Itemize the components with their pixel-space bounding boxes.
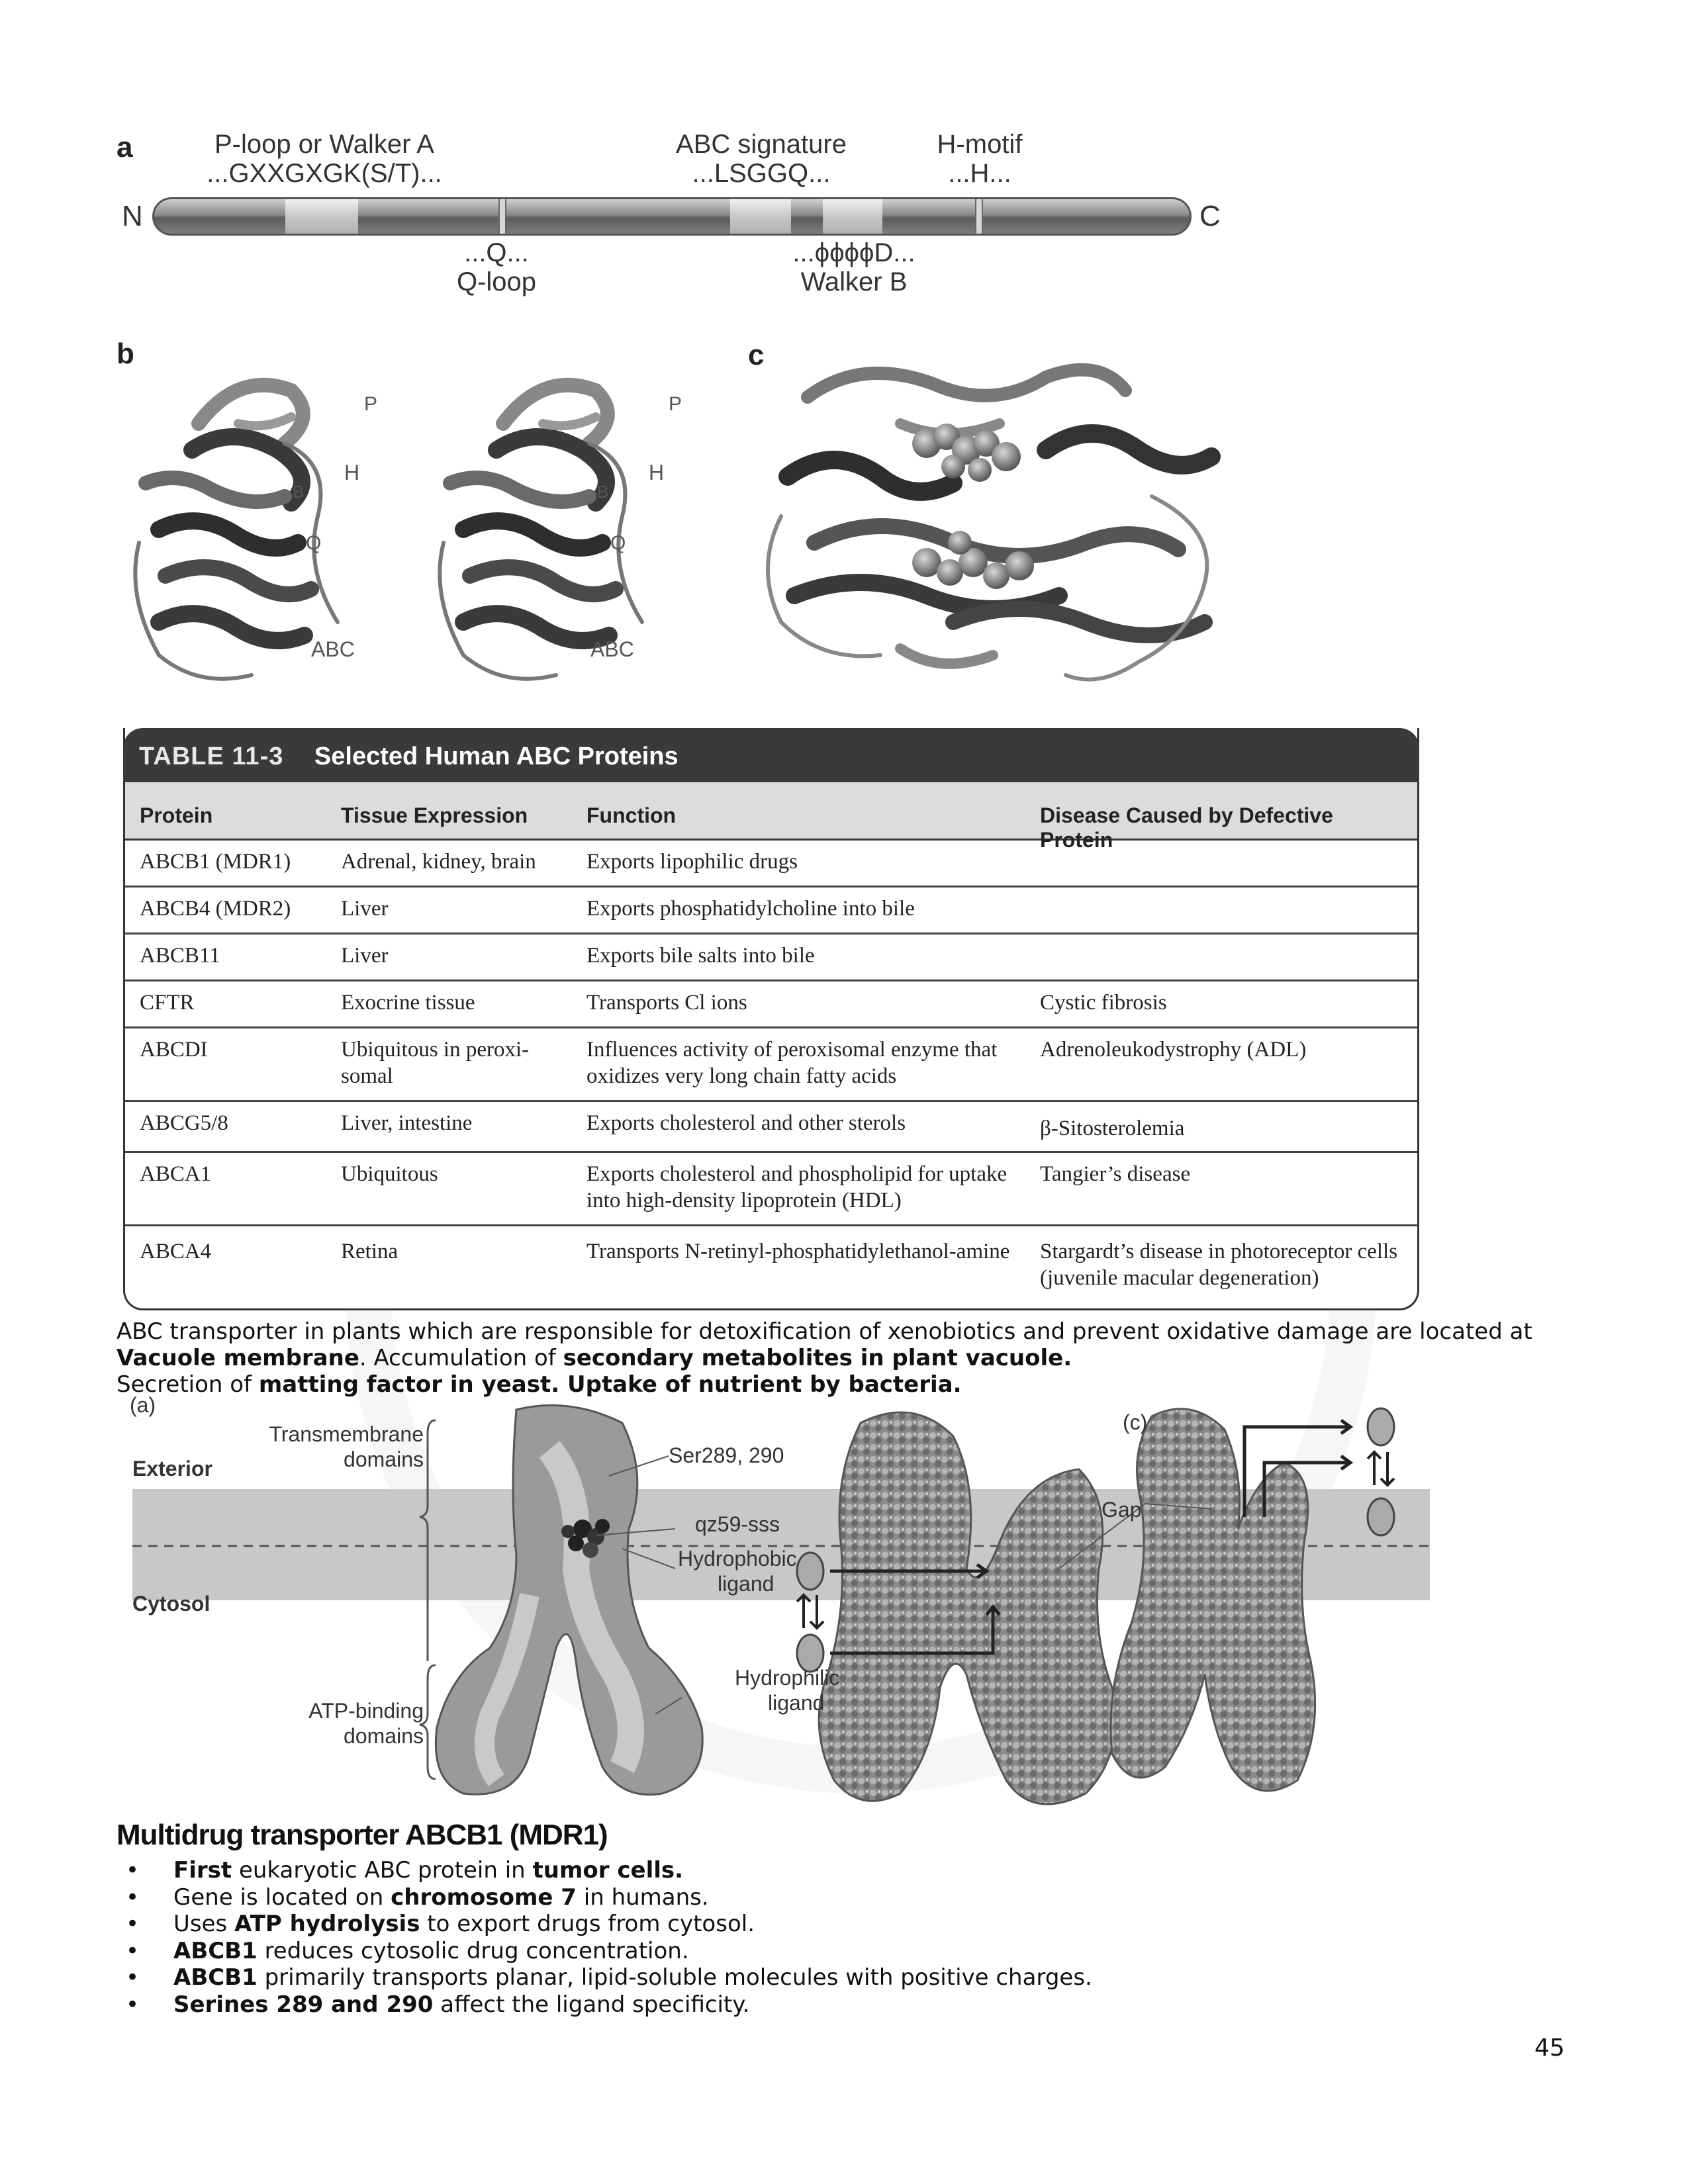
cell-tissue: Liver <box>341 944 389 968</box>
cell-protein: ABCDI <box>140 1038 208 1062</box>
gap-label: Gap <box>1102 1498 1142 1522</box>
table-row <box>125 887 1417 934</box>
abc-domain-bar <box>152 197 1192 236</box>
cell-disease: Tangier’s disease <box>1040 1162 1191 1186</box>
panel-c-label: c <box>748 339 765 371</box>
bullet-dot: • <box>126 1857 140 1884</box>
abc-nbd-dimer-structure <box>768 370 1211 680</box>
cell-function: Exports lipophilic drugs <box>586 850 798 874</box>
cell-disease: Stargardt’s disease in photoreceptor cells (juvenile macular degeneration) <box>1040 1240 1398 1290</box>
table-row <box>125 1028 1417 1102</box>
section-heading: Multidrug transporter ABCB1 (MDR1) <box>117 1819 608 1851</box>
cell-protein: ABCB11 <box>140 944 220 968</box>
cell-function: Transports N-retinyl-phosphatidylethanol-amine <box>586 1240 1010 1263</box>
label-q-right: Q <box>610 532 626 554</box>
cell-disease: β-Sitosterolemia <box>1040 1116 1185 1140</box>
para-bold-3: matting factor in yeast. Uptake of nutrient by bacteria. <box>258 1371 962 1398</box>
label-p-right: P <box>669 393 682 415</box>
cell-tissue: Ubiquitous <box>341 1162 438 1186</box>
cell-protein: ABCB1 (MDR1) <box>140 850 291 874</box>
cell-function: Transports Cl ions <box>586 991 747 1015</box>
cell-protein: ABCG5/8 <box>140 1111 228 1135</box>
cell-function: Exports phosphatidylcholine into bile <box>586 897 915 921</box>
mdr1-surface-closed <box>1111 1409 1315 1791</box>
para-text-1: ABC transporter in plants which are responsible for detoxification of xenobiotics and prevent oxidative damage are located at <box>117 1318 1532 1345</box>
bullet-dot: • <box>126 1937 140 1964</box>
col-header-disease: Disease Caused by Defective Protein <box>1040 803 1333 852</box>
table-row <box>125 1153 1417 1226</box>
panel-a-label: a <box>117 131 133 163</box>
h-motif-label: H-motif ...H... <box>937 130 1023 188</box>
label-h-right: H <box>649 461 665 484</box>
bound-ligand-oval <box>1368 1498 1394 1535</box>
walker-b-segment <box>823 199 882 234</box>
para-text-2: . Accumulation of <box>359 1345 563 1371</box>
plant-abc-paragraph <box>117 1318 1586 1398</box>
cell-disease: Cystic fibrosis <box>1040 991 1167 1015</box>
c-terminus-label: C <box>1199 200 1221 232</box>
release-exchange-arrows <box>1368 1452 1394 1485</box>
lower-panel-a-label: (a) <box>130 1393 156 1417</box>
table-header-row <box>125 782 1417 852</box>
released-ligand-oval <box>1368 1408 1394 1445</box>
label-p-left: P <box>364 393 378 415</box>
table-row <box>125 1102 1417 1153</box>
cell-protein: CFTR <box>140 991 195 1015</box>
table-row <box>125 841 1417 887</box>
table-row <box>125 1226 1417 1299</box>
label-q-left: Q <box>306 532 322 554</box>
cell-protein: ABCA4 <box>140 1240 212 1263</box>
label-b-left: B <box>293 482 305 502</box>
cell-tissue: Liver, intestine <box>341 1111 473 1135</box>
bullet-dot: • <box>126 1964 140 1991</box>
label-h-left: H <box>344 461 360 484</box>
abc-signature-segment <box>730 199 791 234</box>
atp-spheres <box>912 424 1034 589</box>
cell-tissue: Adrenal, kidney, brain <box>341 850 536 874</box>
mdr1-bullet-list <box>117 1857 1092 2018</box>
q-loop-label: ...Q... Q-loop <box>456 238 537 296</box>
list-item: • Gene is located on chromosome 7 in humans. <box>126 1884 709 1911</box>
ser289-290-label: Ser289, 290 <box>669 1443 784 1467</box>
walker-b-label: ...ϕϕϕϕD... Walker B <box>792 238 915 296</box>
cell-disease: Adrenoleukodystrophy (ADL) <box>1040 1038 1307 1062</box>
h-motif-tick <box>975 199 983 234</box>
table-row <box>125 981 1417 1028</box>
col-header-tissue: Tissue Expression <box>341 803 528 827</box>
walker-a-segment <box>285 199 358 234</box>
col-header-function: Function <box>586 803 677 827</box>
table-title-bar <box>123 728 1419 782</box>
cell-function: Exports cholesterol and phospholipid for uptake into high-density lipoprotein (HDL) <box>586 1162 1008 1212</box>
cell-protein: ABCA1 <box>140 1162 212 1186</box>
list-item: • Uses ATP hydrolysis to export drugs from cytosol. <box>126 1911 755 1937</box>
para-bold-1: Vacuole membrane <box>117 1345 359 1371</box>
exterior-label: Exterior <box>132 1457 212 1480</box>
label-b-right: B <box>597 482 609 502</box>
cell-tissue: Retina <box>341 1240 399 1263</box>
cell-tissue: Exocrine tissue <box>341 991 475 1015</box>
lower-panel-c-label: (c) <box>1123 1410 1148 1434</box>
list-item: • ABCB1 primarily transports planar, lipid-soluble molecules with positive charges. <box>126 1964 1092 1991</box>
bullet-dot: • <box>126 1911 140 1937</box>
para-bold-2: secondary metabolites in plant vacuole. <box>563 1345 1072 1371</box>
cell-function: Exports cholesterol and other sterols <box>586 1111 906 1135</box>
page-number: 45 <box>1534 2034 1565 2062</box>
abc-signature-label: ABC signature ...LSGGQ... <box>676 130 847 188</box>
cell-function: Exports bile salts into bile <box>586 944 815 968</box>
list-item: • First eukaryotic ABC protein in tumor cells. <box>126 1857 684 1884</box>
cell-tissue: Liver <box>341 897 389 921</box>
table-title: Selected Human ABC Proteins <box>314 743 679 770</box>
atp-binding-domains-label: ATP-binding domains <box>308 1699 424 1748</box>
cell-tissue: Ubiquitous in peroxi-somal <box>341 1038 530 1088</box>
hydrophobic-ligand-label: Hydrophobic ligand <box>678 1547 797 1596</box>
qz59-sss-label: qz59-sss <box>695 1512 780 1536</box>
label-abc-left: ABC <box>311 637 355 661</box>
protein-structure-figures <box>119 344 1258 715</box>
transmembrane-domains-label: Transmembrane domains <box>269 1422 424 1471</box>
mdr1-surface-open <box>819 1412 1115 1804</box>
n-terminus-label: N <box>122 200 143 232</box>
bullet-dot: • <box>126 1884 140 1911</box>
list-item: • ABCB1 reduces cytosolic drug concentration. <box>126 1937 689 1964</box>
col-header-protein: Protein <box>140 803 213 827</box>
table-row <box>125 934 1417 981</box>
p-loop-label: P-loop or Walker A ...GXXGXGK(S/T)... <box>207 130 442 188</box>
list-item: • Serines 289 and 290 affect the ligand specificity. <box>126 1991 750 2018</box>
label-abc-right: ABC <box>590 637 634 661</box>
cytosol-label: Cytosol <box>132 1592 211 1615</box>
cell-function: Influences activity of peroxisomal enzyme that oxidizes very long chain fatty acids <box>586 1038 998 1088</box>
panel-b-label: b <box>117 338 134 370</box>
cell-protein: ABCB4 (MDR2) <box>140 897 291 921</box>
bullet-dot: • <box>126 1991 140 2018</box>
table-number: TABLE 11-3 <box>139 743 284 770</box>
hydrophilic-ligand-label: Hydrophilic ligand <box>735 1666 840 1715</box>
q-loop-tick <box>498 199 506 234</box>
para-text-3: Secretion of <box>117 1371 259 1398</box>
